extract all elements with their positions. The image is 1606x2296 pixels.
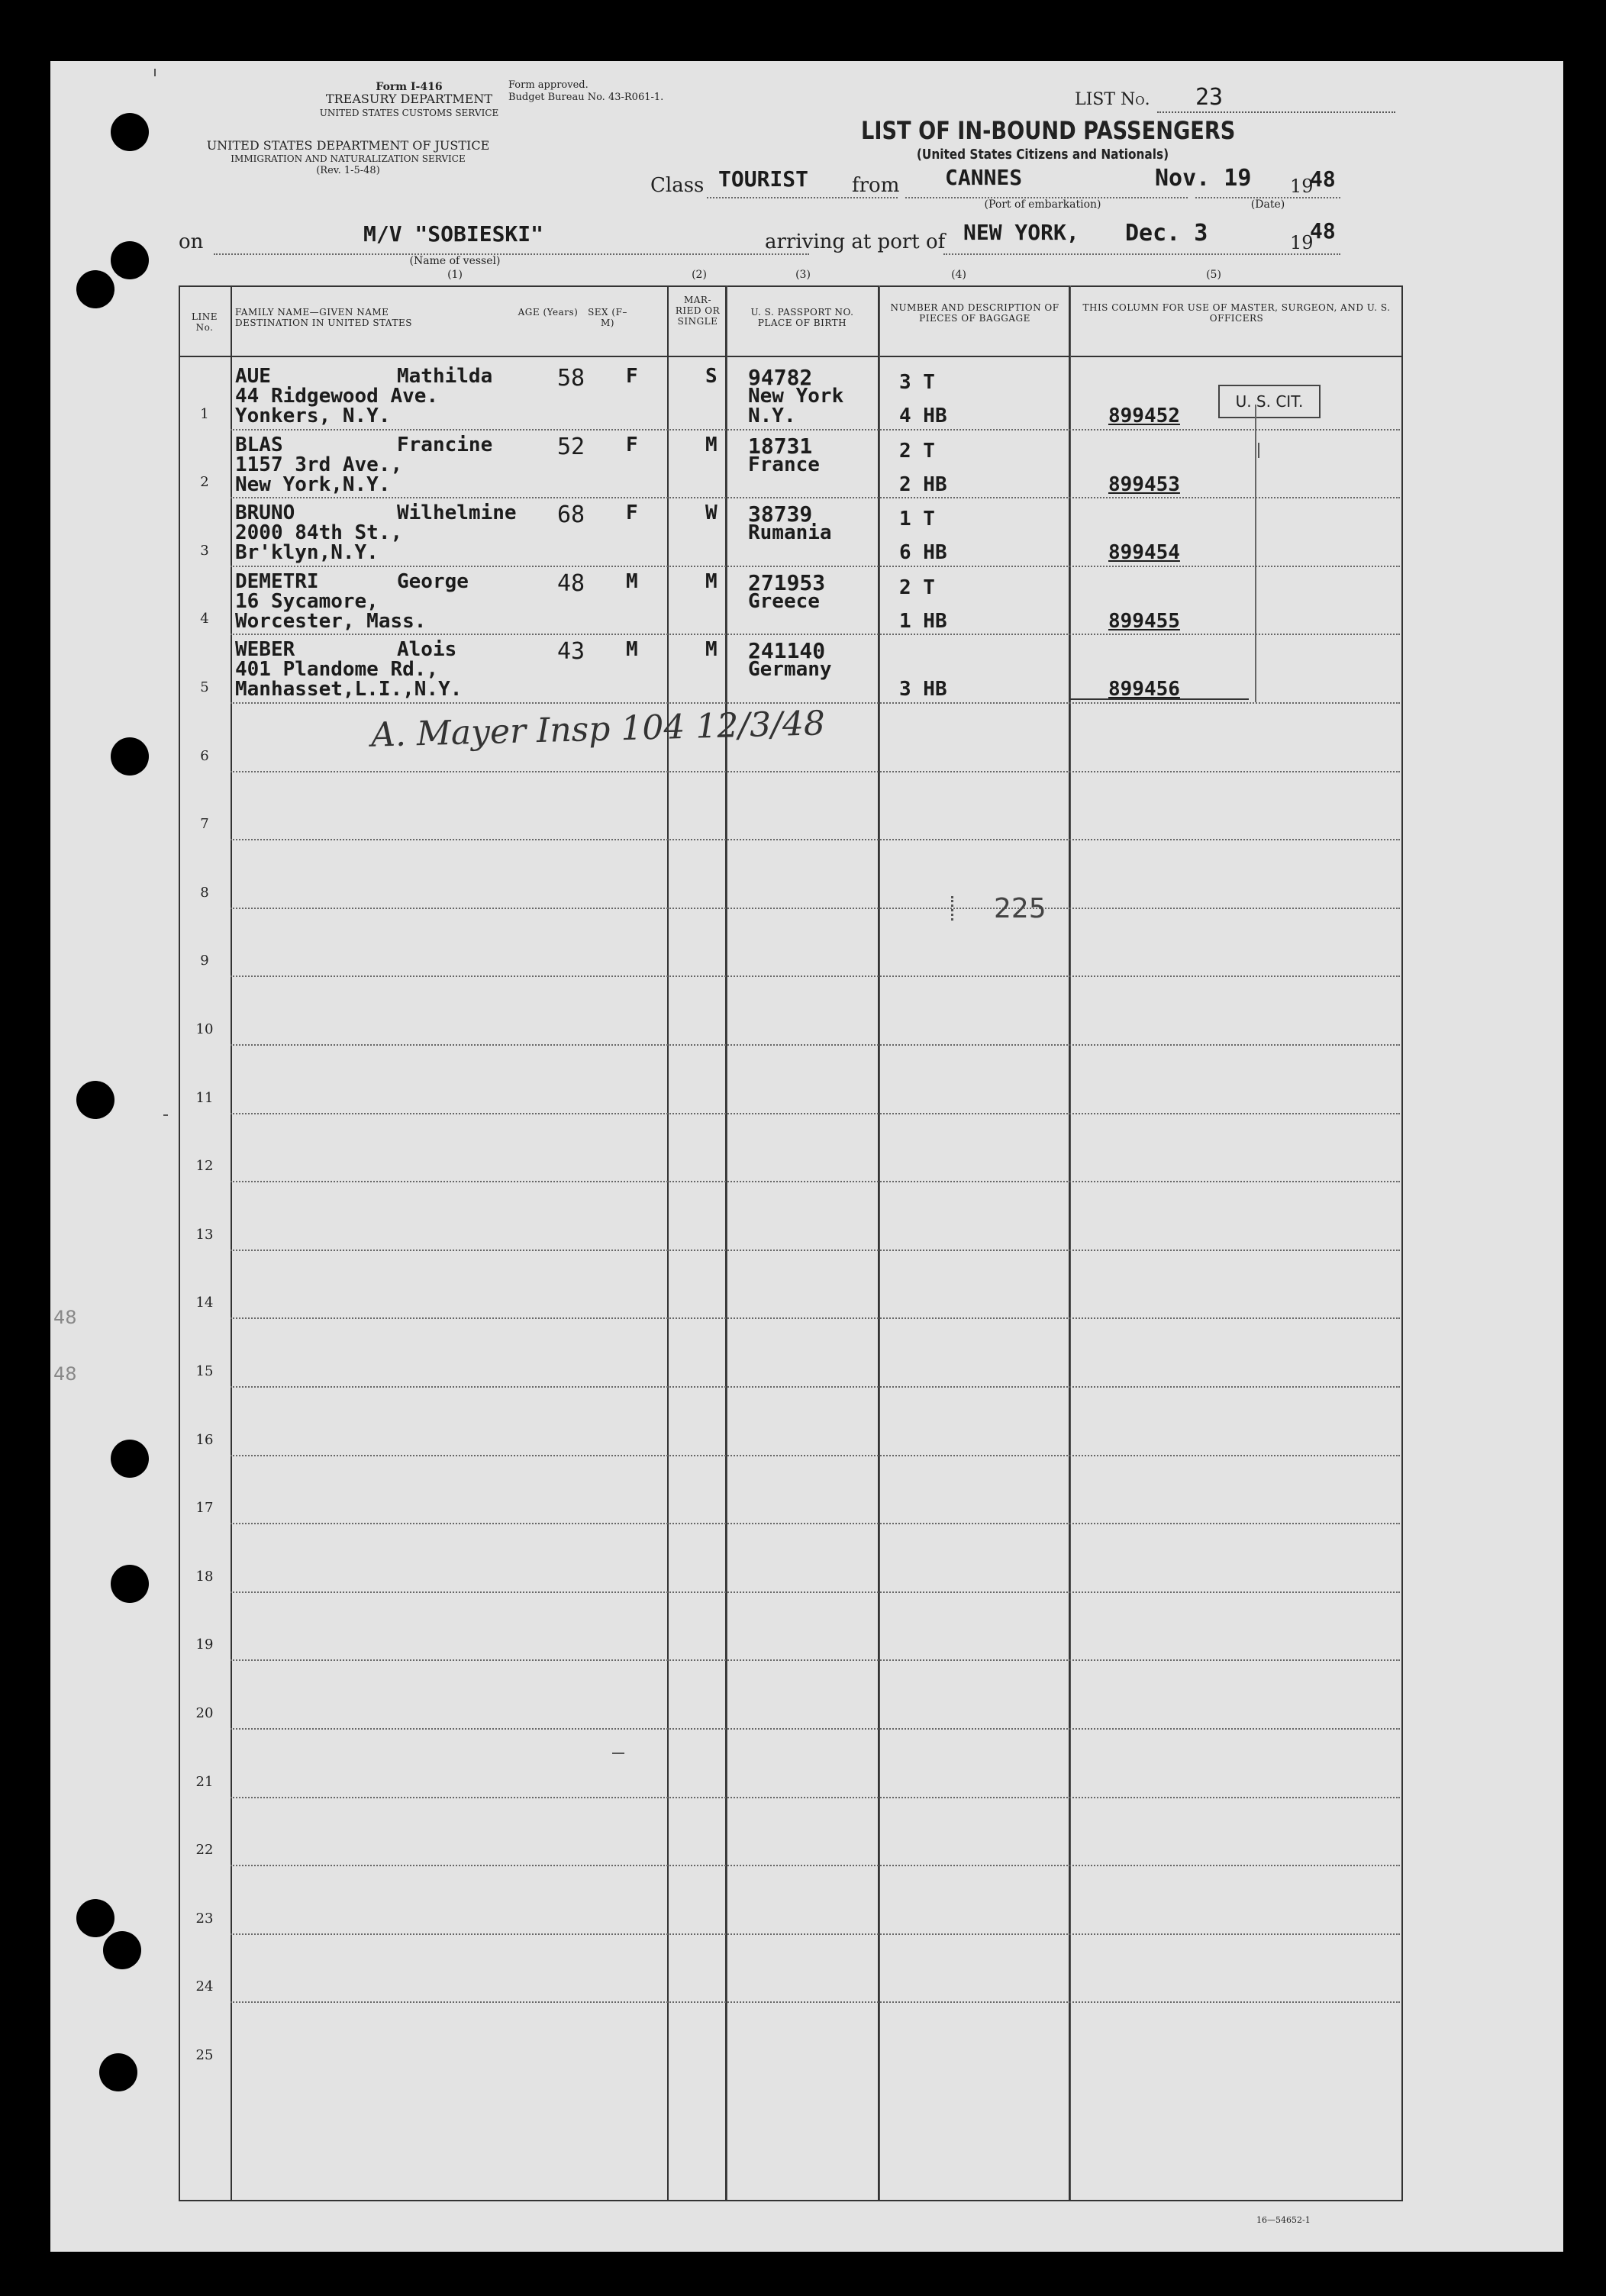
family-name: BLAS <box>235 433 283 456</box>
address-line-1: 44 Ridgewood Ave. <box>235 385 439 408</box>
row-divider <box>231 1113 1400 1114</box>
line-number: 18 <box>195 1568 214 1585</box>
row-divider <box>231 839 1400 840</box>
age: 58 <box>557 365 585 392</box>
row-divider <box>231 2001 1400 2003</box>
line-number: 4 <box>200 611 209 627</box>
line-number: 3 <box>200 542 209 559</box>
arrival-year-prefix: 19 <box>1290 232 1314 253</box>
arrival-port-value: NEW YORK, <box>963 220 1079 245</box>
punch-hole <box>76 270 114 308</box>
row-divider <box>231 1728 1400 1730</box>
place-of-birth: France <box>748 453 820 476</box>
vessel-name-value: M/V "SOBIESKI" <box>363 221 544 247</box>
officer-reference-number: 899453 <box>1108 472 1180 496</box>
inspector-signature: A. Mayer Insp 104 12/3/48 <box>370 704 826 755</box>
line-number: 11 <box>195 1089 214 1106</box>
punch-hole <box>111 113 149 151</box>
vessel-name-caption: (Name of vessel) <box>409 255 501 267</box>
year-prefix: 19 <box>1290 176 1314 197</box>
given-name: Wilhelmine <box>397 501 517 525</box>
line-number: 19 <box>195 1637 214 1653</box>
date-caption: (Date) <box>1250 198 1285 211</box>
line-number: 25 <box>195 2047 214 2063</box>
list-title: LIST OF IN-BOUND PASSENGERS <box>861 116 1236 145</box>
punch-hole <box>76 1899 114 1937</box>
passport-number: 18731 <box>748 433 813 459</box>
row-divider <box>231 429 1400 430</box>
place-of-birth: Germany <box>748 658 832 682</box>
family-name: DEMETRI <box>235 569 319 593</box>
manifest-page <box>50 61 1563 2252</box>
form-number: Form I-416 <box>376 81 443 93</box>
immigration-service: IMMIGRATION AND NATURALIZATION SERVICE <box>231 153 466 164</box>
header-age: AGE (Years) <box>518 307 579 318</box>
class-label: Class <box>650 174 705 197</box>
marital-status: S <box>705 365 718 388</box>
line-number: 9 <box>200 953 209 969</box>
margin-mark-2: 48 <box>53 1363 77 1385</box>
age: 43 <box>557 638 585 666</box>
line-number: 12 <box>195 1158 214 1175</box>
sex: M <box>626 638 638 662</box>
approval-note: Form approved. <box>508 79 589 91</box>
header-officers-column: THIS COLUMN FOR USE OF MASTER, SURGEON, AND U. S. OFFICERS <box>1082 302 1391 324</box>
list-number-value: 23 <box>1195 84 1224 111</box>
line-number: 17 <box>195 1500 214 1517</box>
sex: M <box>626 569 638 593</box>
address-line-1: 1157 3rd Ave., <box>235 453 403 476</box>
us-citizen-stamp-text: U. S. CIT. <box>1235 392 1304 411</box>
marital-status: M <box>705 569 718 593</box>
line-number: 5 <box>200 679 209 695</box>
row-divider <box>231 1386 1400 1388</box>
header-sex: SEX (F–M) <box>588 307 627 328</box>
punch-hole <box>111 1440 149 1478</box>
row-divider <box>231 908 1400 909</box>
revision-date: (Rev. 1-5-48) <box>316 165 380 176</box>
marital-status: M <box>705 638 718 662</box>
place-of-birth: New York <box>748 385 844 408</box>
line-number: 14 <box>195 1295 214 1311</box>
baggage-hand: 2 HB <box>899 472 947 496</box>
budget-bureau-note: Budget Bureau No. 43-R061-1. <box>508 92 664 103</box>
column-number-3: (3) <box>795 269 811 281</box>
marital-status: W <box>705 501 718 525</box>
row-divider <box>231 497 1400 498</box>
punch-hole <box>111 241 149 279</box>
column-number-2: (2) <box>692 269 707 281</box>
address-line-2: New York,N.Y. <box>235 472 391 496</box>
baggage-hand: 3 HB <box>899 678 947 701</box>
row-divider <box>231 566 1400 567</box>
treasury-department: TREASURY DEPARTMENT <box>325 92 493 106</box>
place-of-birth: Greece <box>748 589 820 613</box>
baggage-trunks: 2 T <box>899 576 935 599</box>
given-name: Mathilda <box>397 365 493 388</box>
column-number-4: (4) <box>951 269 966 281</box>
baggage-hand: 1 HB <box>899 609 947 633</box>
passport-number: 241140 <box>748 638 826 664</box>
address-line-2: Yonkers, N.Y. <box>235 405 391 427</box>
form-print-code: 16—54652-1 <box>1256 2215 1311 2225</box>
arrival-year-value: 48 <box>1310 218 1336 243</box>
place-of-birth: Rumania <box>748 521 832 545</box>
place-of-birth-line-2: N.Y. <box>748 405 796 427</box>
punch-hole <box>111 1565 149 1603</box>
list-number-label: LIST No. <box>1075 90 1150 109</box>
marital-status: M <box>705 433 718 456</box>
row-divider <box>231 1044 1400 1046</box>
sex: F <box>626 501 638 525</box>
line-number: 10 <box>195 1021 214 1037</box>
from-label: from <box>852 174 900 197</box>
row-divider <box>231 634 1400 635</box>
customs-service: UNITED STATES CUSTOMS SERVICE <box>319 108 499 118</box>
address-line-1: 401 Plandome Rd., <box>235 658 439 682</box>
departure-date-value: Nov. 19 <box>1155 165 1252 192</box>
line-number: 23 <box>195 1910 214 1927</box>
line-number: 15 <box>195 1363 214 1379</box>
arriving-label: arriving at port of <box>765 231 946 253</box>
family-name: BRUNO <box>235 501 295 525</box>
sex: F <box>626 433 638 456</box>
given-name: Alois <box>397 638 457 662</box>
row-divider <box>231 1250 1400 1251</box>
header-name-destination: FAMILY NAME—GIVEN NAME DESTINATION IN UNITED STATES <box>235 307 412 328</box>
row-divider <box>231 1181 1400 1182</box>
column-number-1: (1) <box>447 269 463 281</box>
line-number: 8 <box>200 884 209 901</box>
row-divider <box>231 1317 1400 1319</box>
sex: F <box>626 365 638 388</box>
address-line-2: Manhasset,L.I.,N.Y. <box>235 678 463 701</box>
line-number: 20 <box>195 1705 214 1721</box>
address-line-1: 2000 84th St., <box>235 521 403 545</box>
baggage-trunks: 1 T <box>899 508 935 531</box>
officer-reference-number: 899452 <box>1108 405 1180 427</box>
passport-number: 271953 <box>748 569 826 595</box>
age: 68 <box>557 501 585 529</box>
department-of-justice: UNITED STATES DEPARTMENT OF JUSTICE <box>206 138 490 153</box>
family-name: AUE <box>235 365 271 388</box>
family-name: WEBER <box>235 638 295 662</box>
given-name: Francine <box>397 433 493 456</box>
row-divider <box>231 1865 1400 1866</box>
row-divider <box>231 975 1400 977</box>
line-number: 7 <box>200 816 209 833</box>
year-value: 48 <box>1310 166 1336 192</box>
punch-hole <box>76 1081 114 1119</box>
class-value: TOURIST <box>718 166 809 192</box>
line-number: 13 <box>195 1226 214 1243</box>
line-number: 2 <box>200 474 209 491</box>
line-number: 21 <box>195 1773 214 1790</box>
header-line-no: LINE No. <box>192 311 218 333</box>
passport-number: 94782 <box>748 365 813 390</box>
on-label: on <box>179 231 204 253</box>
officer-reference-number: 899456 <box>1108 678 1180 701</box>
arrival-date-value: Dec. 3 <box>1125 220 1208 247</box>
address-line-2: Br'klyn,N.Y. <box>235 541 379 565</box>
age: 52 <box>557 433 585 460</box>
line-number: 1 <box>200 405 209 422</box>
line-number: 22 <box>195 1842 214 1859</box>
margin-mark-1: 48 <box>53 1307 77 1328</box>
row-divider <box>231 1797 1400 1798</box>
header-marital-status: MAR-RIED OR SINGLE <box>675 295 721 327</box>
row-divider <box>231 1933 1400 1935</box>
us-citizen-stamp <box>1218 385 1321 418</box>
baggage-hand: 6 HB <box>899 541 947 565</box>
row-divider <box>231 1659 1400 1661</box>
punch-hole <box>111 737 149 776</box>
row-divider <box>231 1523 1400 1524</box>
baggage-hand: 4 HB <box>899 405 947 427</box>
header-baggage: NUMBER AND DESCRIPTION OF PIECES OF BAGGAGE <box>890 302 1059 324</box>
address-line-1: 16 Sycamore, <box>235 589 379 613</box>
punch-hole <box>99 2053 137 2091</box>
from-port-value: CANNES <box>945 165 1023 190</box>
line-number: 24 <box>195 1978 214 1995</box>
officer-reference-number: 899455 <box>1108 609 1180 633</box>
port-of-embarkation-caption: (Port of embarkation) <box>984 198 1101 211</box>
list-subtitle: (United States Citizens and Nationals) <box>916 147 1169 163</box>
address-line-2: Worcester, Mass. <box>235 609 427 633</box>
baggage-trunks: 2 T <box>899 439 935 463</box>
passport-number: 38739 <box>748 501 813 527</box>
baggage-trunks: 3 T <box>899 371 935 394</box>
age: 48 <box>557 569 585 597</box>
line-number: 6 <box>200 747 209 764</box>
stamp-number: 225 <box>994 893 1046 924</box>
row-divider <box>231 1591 1400 1593</box>
column-number-5: (5) <box>1206 269 1221 281</box>
row-divider <box>231 771 1400 772</box>
row-divider <box>231 1455 1400 1456</box>
punch-hole <box>103 1931 141 1969</box>
line-number: 16 <box>195 1431 214 1448</box>
given-name: George <box>397 569 469 593</box>
header-passport-birthplace: U. S. PASSPORT NO. PLACE OF BIRTH <box>750 307 854 328</box>
officer-reference-number: 899454 <box>1108 541 1180 565</box>
